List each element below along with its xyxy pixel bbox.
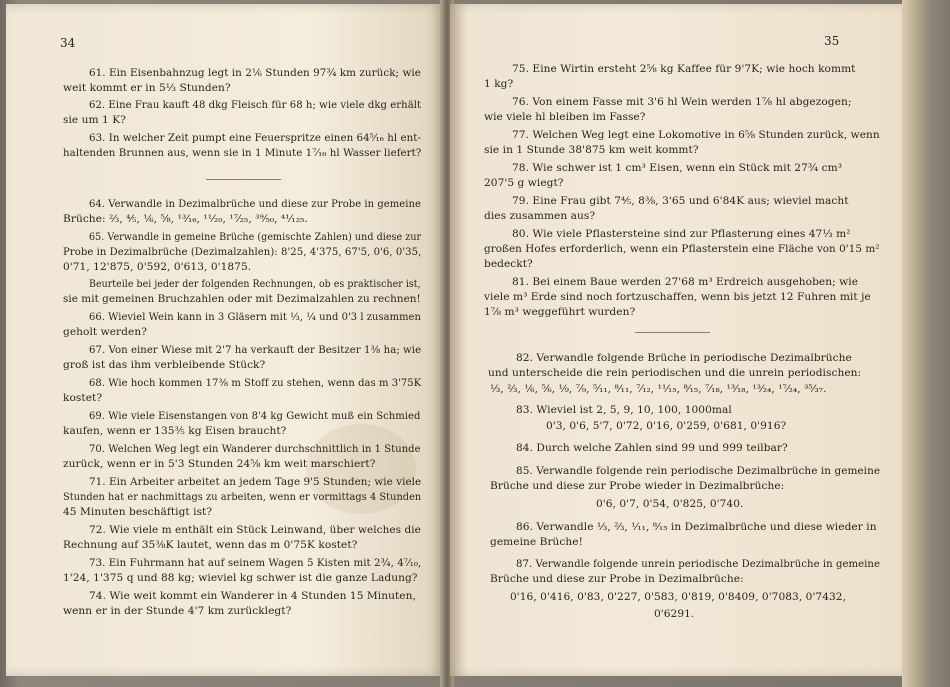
- exercise-83-line-2: 0'3, 0'6, 5'7, 0'72, 0'16, 0'259, 0'681, 0'916?: [546, 420, 787, 432]
- exercise-65-line-3: 0'71, 12'875, 0'592, 0'613, 0'1875.: [63, 261, 252, 273]
- exercise-77-line-2: sie in 1 Stunde 38'875 km weit kommt?: [484, 144, 699, 156]
- exercise-82-line-2: und unterscheide die rein periodischen und die unrein periodischen:: [488, 367, 862, 379]
- exercise-62-line-1: 62. Eine Frau kauft 48 dkg Fleisch für 68 h; wie viele dkg erhält: [89, 99, 422, 111]
- exercise-81-line-3: 1⅞ m³ weggeführt wurden?: [484, 306, 636, 318]
- exercise-67-line-1: 67. Von einer Wiese mit 2'7 ha verkauft der Besitzer 1⅜ ha; wie: [89, 344, 422, 356]
- exercise-85-line-1: 85. Verwandle folgende rein periodische Dezimalbrüche in gemeine: [516, 465, 881, 477]
- exercise-78-line-1: 78. Wie schwer ist 1 cm³ Eisen, wenn ein Stück mit 27¾ cm³: [512, 162, 842, 174]
- exercise-73-line-1: 73. Ein Fuhrmann hat auf seinem Wagen 5 Kisten mit 2¾, 4⁷⁄₁₀,: [89, 557, 422, 569]
- exercise-61-line-1: 61. Ein Eisenbahnzug legt in 2⅙ Stunden 97¾ km zurück; wie: [89, 67, 421, 79]
- left-page: [6, 4, 443, 676]
- exercise-72-line-2: Rechnung auf 35⅜K lautet, wenn das m 0'75K kostet?: [63, 539, 358, 551]
- right-page: [450, 4, 902, 676]
- exercise-87-values-1: 0'16, 0'416, 0'83, 0'227, 0'583, 0'819, 0'8409, 0'7083, 0'7432,: [510, 591, 846, 603]
- exercise-77-line-1: 77. Welchen Weg legt eine Lokomotive in 6⅝ Stunden zurück, wenn: [512, 129, 880, 141]
- exercise-82-fractions: ⅓, ⅔, ⅙, ⅚, ⅑, ⁷⁄₉, ⁵⁄₁₁, ⁸⁄₁₁, ⁷⁄₁₂, ¹¹⁄₁₅, ⁸⁄₁₅, ⁷⁄₁₈, ¹³⁄₁₈, ¹³⁄₂₄, ¹⁷⁄₂₄, ³⁵⁄₃₇.: [490, 383, 827, 395]
- page-number: 35: [824, 34, 840, 48]
- exercise-67-line-2: groß ist das ihm verbleibende Stück?: [63, 359, 266, 371]
- exercise-69-line-2: kaufen, wenn er 135⅗ kg Eisen braucht?: [63, 425, 287, 437]
- exercise-87-line-2: Brüche und diese zur Probe in Dezimalbrüche:: [490, 573, 744, 585]
- exercise-66-line-2: geholt werden?: [63, 326, 147, 338]
- exercise-64-line-1: 64. Verwandle in Dezimalbrüche und diese zur Probe in gemeine: [89, 198, 421, 210]
- exercise-63-line-2: haltenden Brunnen aus, wenn sie in 1 Minute 1⁷⁄₁₆ hl Wasser liefert?: [63, 147, 422, 159]
- exercise-65-line-2: Probe in Dezimalbrüche (Dezimalzahlen): 8'25, 4'375, 67'5, 0'6, 0'35,: [63, 246, 422, 258]
- exercise-66-line-1: 66. Wieviel Wein kann in 3 Gläsern mit ⅓, ¼ und 0'3 l zusammen: [89, 311, 421, 323]
- exercise-71-line-1: 71. Ein Arbeiter arbeitet an jedem Tage 9'5 Stunden; wie viele: [89, 476, 422, 488]
- exercise-85-line-2: Brüche und diese zur Probe wieder in Dezimalbrüche:: [490, 480, 785, 492]
- exercise-65-line-1: 65. Verwandle in gemeine Brüche (gemischte Zahlen) und diese zur: [89, 231, 422, 243]
- book-edge: [902, 0, 950, 687]
- exercise-61-line-2: weit kommt er in 5⅓ Stunden?: [63, 82, 231, 94]
- exercise-71-line-2: Stunden hat er nachmittags zu arbeiten, wenn er vormittags 4 Stunden: [63, 491, 422, 503]
- exercise-84: 84. Durch welche Zahlen sind 99 und 999 teilbar?: [516, 442, 788, 454]
- exercise-71-line-3: 45 Minuten beschäftigt ist?: [63, 506, 213, 518]
- exercise-86-line-1: 86. Verwandle ⅓, ⅔, ¹⁄₁₁, ⁸⁄₁₅ in Dezimalbrüche und diese wieder in: [516, 521, 877, 533]
- exercise-64-line-2: Brüche: ⅔, ⅘, ⅙, ⅝, ¹³⁄₁₆, ¹¹⁄₂₀, ¹⁷⁄₂₅, ³⁹⁄₅₀, ⁴¹⁄₁₂₅.: [63, 213, 308, 225]
- exercise-75-line-2: 1 kg?: [484, 78, 514, 90]
- exercise-82-line-1: 82. Verwandle folgende Brüche in periodische Dezimalbrüche: [516, 352, 852, 364]
- exercise-78-line-2: 207'5 g wiegt?: [484, 177, 564, 189]
- exercise-80-line-3: bedeckt?: [484, 258, 533, 270]
- exercise-80-line-2: großen Hofes erforderlich, wenn ein Pflasterstein eine Fläche von 0'15 m²: [484, 243, 880, 255]
- exercise-83-line-1: 83. Wieviel ist 2, 5, 9, 10, 100, 1000mal: [516, 404, 732, 416]
- exercise-74-line-1: 74. Wie weit kommt ein Wanderer in 4 Stunden 15 Minuten,: [89, 590, 416, 602]
- section-divider: [206, 179, 281, 180]
- exercise-75-line-1: 75. Eine Wirtin ersteht 2⅝ kg Kaffee für 9'7K; wie hoch kommt: [512, 63, 856, 75]
- exercise-74-line-2: wenn er in der Stunde 4'7 km zurücklegt?: [63, 605, 292, 617]
- exercise-62-line-2: sie um 1 K?: [63, 114, 126, 126]
- section-divider: [635, 332, 710, 333]
- exercise-79-line-2: dies zusammen aus?: [484, 210, 596, 222]
- instruction-line-2: sie mit gemeinen Bruchzahlen oder mit Dezimalzahlen zu rechnen!: [63, 293, 421, 305]
- exercise-69-line-1: 69. Wie viele Eisenstangen von 8'4 kg Gewicht muß ein Schmied: [89, 410, 421, 422]
- exercise-76-line-2: wie viele hl bleiben im Fasse?: [484, 111, 646, 123]
- exercise-72-line-1: 72. Wie viele m enthält ein Stück Leinwand, über welches die: [89, 524, 421, 536]
- exercise-81-line-1: 81. Bei einem Baue werden 27'68 m³ Erdreich ausgehoben; wie: [512, 276, 859, 288]
- exercise-81-line-2: viele m³ Erde sind noch fortzuschaffen, wenn bis jetzt 12 Fuhren mit je: [484, 291, 871, 303]
- exercise-80-line-1: 80. Wie viele Pflastersteine sind zur Pflasterung eines 47⅓ m²: [512, 228, 851, 240]
- exercise-70-line-2: zurück, wenn er in 5'3 Stunden 24⅝ km weit marschiert?: [63, 458, 376, 470]
- exercise-68-line-1: 68. Wie hoch kommen 17⅜ m Stoff zu stehen, wenn das m 3'75K: [89, 377, 422, 389]
- exercise-79-line-1: 79. Eine Frau gibt 7⅘, 8⅜, 3'65 und 6'84K aus; wieviel macht: [512, 195, 849, 207]
- exercise-73-line-2: 1'24, 1'375 q und 88 kg; wieviel kg schwer ist die ganze Ladung?: [63, 572, 418, 584]
- exercise-76-line-1: 76. Von einem Fasse mit 3'6 hl Wein werden 1⅞ hl abgezogen;: [512, 96, 852, 108]
- exercise-68-line-2: kostet?: [63, 392, 103, 404]
- page-number: 34: [60, 36, 76, 50]
- exercise-85-values: 0'6, 0'7, 0'54, 0'825, 0'740.: [596, 498, 744, 510]
- exercise-87-line-1: 87. Verwandle folgende unrein periodische Dezimalbrüche in gemeine: [516, 558, 880, 570]
- exercise-70-line-1: 70. Welchen Weg legt ein Wanderer durchschnittlich in 1 Stunde: [89, 443, 421, 455]
- exercise-63-line-1: 63. In welcher Zeit pumpt eine Feuerspritze einen 64⁵⁄₁₆ hl ent-: [89, 132, 421, 144]
- exercise-87-values-2: 0'6291.: [654, 608, 695, 620]
- exercise-86-line-2: gemeine Brüche!: [490, 536, 583, 548]
- instruction-line-1: Beurteile bei jeder der folgenden Rechnungen, ob es praktischer ist,: [89, 278, 421, 290]
